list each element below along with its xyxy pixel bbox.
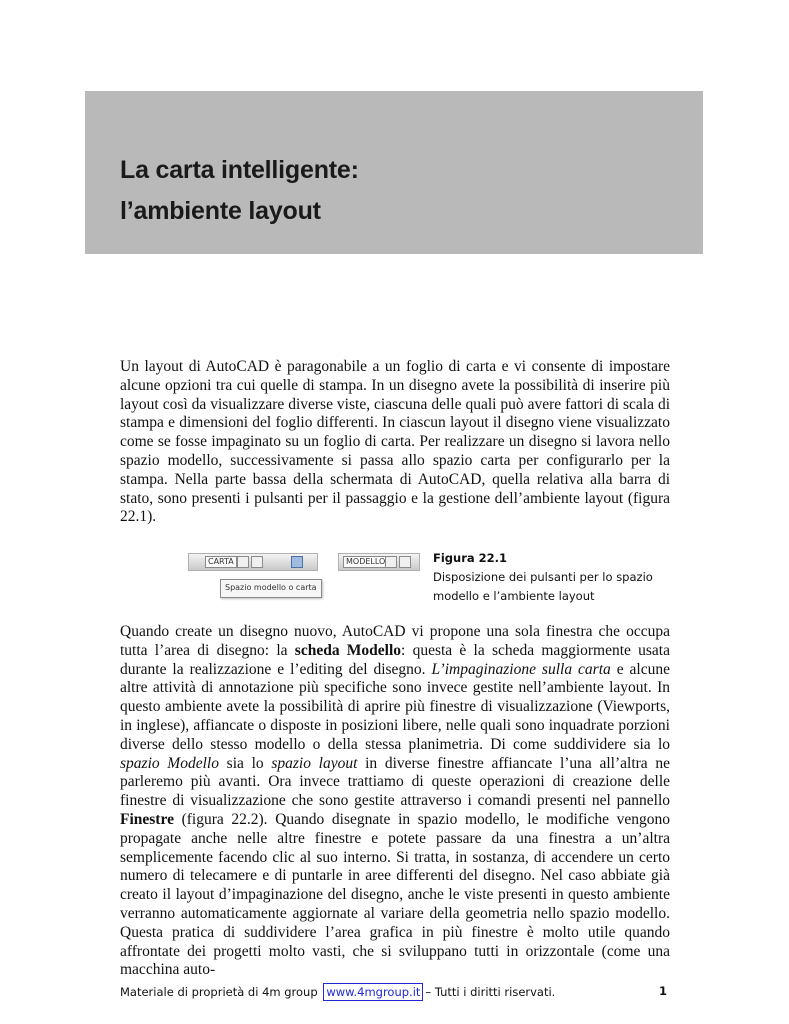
figure-label: Figura 22.1: [433, 551, 508, 565]
italic-term-impaginazione: L’impaginazione sulla carta: [431, 660, 611, 678]
carta-button[interactable]: CARTA: [205, 556, 237, 568]
text-run: (figura 22.2). Quando disegnate in spazio modello, le modifiche vengono propagate anche nelle altre finestre e potete passare da una finestra a un’altra semplicemente facendo clic al suo interno. Si tratta, in sostanza, di accendere un certo numero di telecamere e di puntarle in aree differenti del disegno. Nel caso abbiate già creato il layout d’impaginazione del disegno, anche le viste presenti in questo ambiente verranno automaticamente aggiornate al variare della geometria nello spazio modello. Questa pratica di suddividere l’area grafica in più finestre è molto utile quando affrontate dei progetti molto vasti, che si sviluppano tutti in orizzontale (come una macchina auto-: [120, 810, 670, 979]
text-run: e alcune altre attività di annotazione più specifiche sono invece gestite nell’ambiente layout. In questo ambiente avete la possibilità di aprire più finestre di visualizzazione (Viewports, in inglese), affiancate o disposte in posizioni libere, nelle quali sono inquadrate porzioni diverse dello stesso modello o della stessa planimetria. Di come suddividere sia lo: [120, 660, 670, 753]
footer-text: Materiale di proprietà di 4m group: [120, 985, 318, 999]
body-paragraph-2: [120, 623, 670, 980]
tooltip: Spazio modello o carta: [220, 579, 322, 598]
text-run: in diverse finestre affiancate l’una all’altra ne parleremo più avanti. Ora invece trattiamo di queste operazioni di creazione delle finestre di visualizzazione che sono gestite attraverso i comandi presenti nel pannello: [120, 754, 670, 810]
maximize-viewport-icon[interactable]: [291, 556, 303, 568]
italic-term-spazio-layout: spazio layout: [271, 754, 358, 772]
figure-caption-text: Disposizione dei pulsanti per lo spazio modello e l’ambiente layout: [433, 570, 653, 603]
footer-rights: – Tutti i diritti riservati.: [425, 985, 556, 999]
status-bar-left: [188, 553, 318, 571]
text-run: Quando create un disegno nuovo, AutoCAD vi propone una sola finestra che occupa tutta l’area di disegno: la: [120, 623, 670, 659]
chapter-title: [120, 150, 359, 232]
modello-button[interactable]: MODELLO: [343, 556, 388, 568]
italic-term-spazio-modello: spazio Modello: [120, 754, 219, 772]
chapter-title-line-2: l’ambiente layout: [120, 197, 321, 225]
chapter-title-line-1: La carta intelligente:: [120, 156, 359, 184]
footer: [120, 983, 555, 1001]
layout-icon[interactable]: [237, 556, 249, 568]
text-run: : questa è la scheda maggiormente usata durante la realizzazione e l’editing del disegno.: [120, 641, 670, 678]
status-bar-right: [338, 553, 420, 571]
figure-22-1-screenshot: [188, 553, 420, 601]
bold-term-scheda-modello: scheda Modello: [294, 641, 402, 659]
model-layouts-icon[interactable]: [399, 556, 411, 568]
body-paragraph-1: Un layout di AutoCAD è paragonabile a un foglio di carta e vi consente di impostare alcune opzioni tra cui quelle di stampa. In un disegno avete la possibilità di inserire più layout così da visualizzare diverse viste, ciascuna delle quali può avere fattori di scala di stampa e dimensioni del foglio differenti. In ciascun layout il disegno viene visualizzato come se fosse impaginato su un foglio di carta. Per realizzare un disegno si lavora nello spazio modello, successivamente si passa allo spazio carta per configurarlo per la stampa. Nella parte bassa della schermata di AutoCAD, quella relativa alla barra di stato, sono presenti i pulsanti per il passaggio e la gestione dell’ambiente layout (figura 22.1).: [120, 358, 670, 526]
text-run: sia lo: [218, 754, 272, 772]
footer-link[interactable]: www.4mgroup.it: [323, 983, 423, 1001]
figure-caption: [433, 549, 658, 606]
model-layout-icon[interactable]: [385, 556, 397, 568]
bold-term-finestre: Finestre: [120, 810, 174, 828]
layouts-icon[interactable]: [251, 556, 263, 568]
page-number: 1: [658, 984, 667, 998]
